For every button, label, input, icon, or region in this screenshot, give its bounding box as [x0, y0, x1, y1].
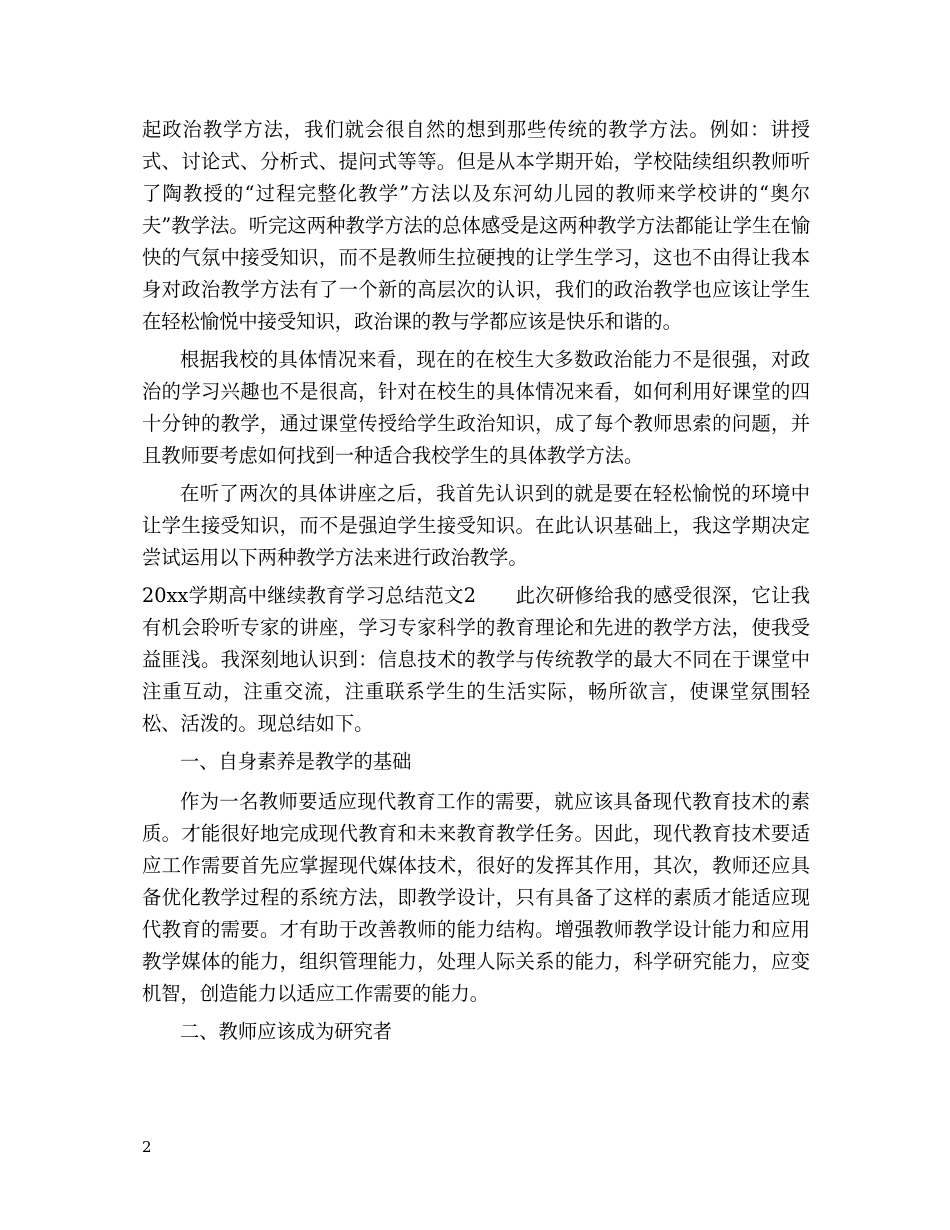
paragraph-self-quality: 作为一名教师要适应现代教育工作的需要，就应该具备现代教育技术的素质。才能很好地完成现代教育和未来教育教学任务。因此，现代教育技术要适应工作需要首先应掌握现代媒体技术，很好的发挥其作用，其次，教师还应具备优化教学过程的系统方法，即教学设计，只有具备了这样的素质才能适应现代教育的需要。才有助于改善教师的能力结构。增强教师教学设计能力和应用教学媒体的能力，组织管理能力，处理人际关系的能力，科学研究能力，应变机智，创造能力以适应工作需要的能力。: [142, 790, 810, 1005]
document-body: [142, 114, 810, 1056]
section-heading-1: 一、自身素养是教学的基础: [180, 750, 412, 773]
section-heading-2: 二、教师应该成为研究者: [180, 1020, 393, 1043]
page-number: 2: [142, 1138, 152, 1156]
paragraph-lecture-reflection: 在听了两次的具体讲座之后，我首先认识到的就是要在轻松愉悦的环境中让学生接受知识，而不是强迫学生接受知识。在此认识基础上，我这学期决定尝试运用以下两种教学方法来进行政治教学。: [142, 482, 810, 569]
paragraph-continuation: 起政治教学方法，我们就会很自然的想到那些传统的教学方法。例如：讲授式、讨论式、分析式、提问式等等。但是从本学期开始，学校陆续组织教师听了陶教授的“过程完整化教学”方法以及东河幼儿园的教师来学校讲的“奥尔夫”教学法。听完这两种教学方法的总体感受是这两种教学方法都能让学生在愉快的气氛中接受知识，而不是教师生拉硬拽的让学生学习，这也不由得让我本身对政治教学方法有了一个新的高层次的认识，我们的政治教学也应该让学生在轻松愉悦中接受知识，政治课的教与学都应该是快乐和谐的。: [142, 118, 810, 333]
paragraph-school-situation: 根据我校的具体情况来看，现在的在校生大多数政治能力不是很强，对政治的学习兴趣也不是很高，针对在校生的具体情况来看，如何利用好课堂的四十分钟的教学，通过课堂传授给学生政治知识，成了每个教师思索的问题，并且教师要考虑如何找到一种适合我校学生的具体教学方法。: [142, 348, 810, 467]
paragraph-summary-sample-2: 20xx学期高中继续教育学习总结范文2 此次研修给我的感受很深，它让我有机会聆听专家的讲座，学习专家科学的教育理论和先进的教学方法，使我受益匪浅。我深刻地认识到：信息技术的教学与传统教学的最大不同在于课堂中注重互动，注重交流，注重联系学生的生活实际，畅所欲言，使课堂氛围轻松、活泼的。现总结如下。: [142, 584, 810, 735]
